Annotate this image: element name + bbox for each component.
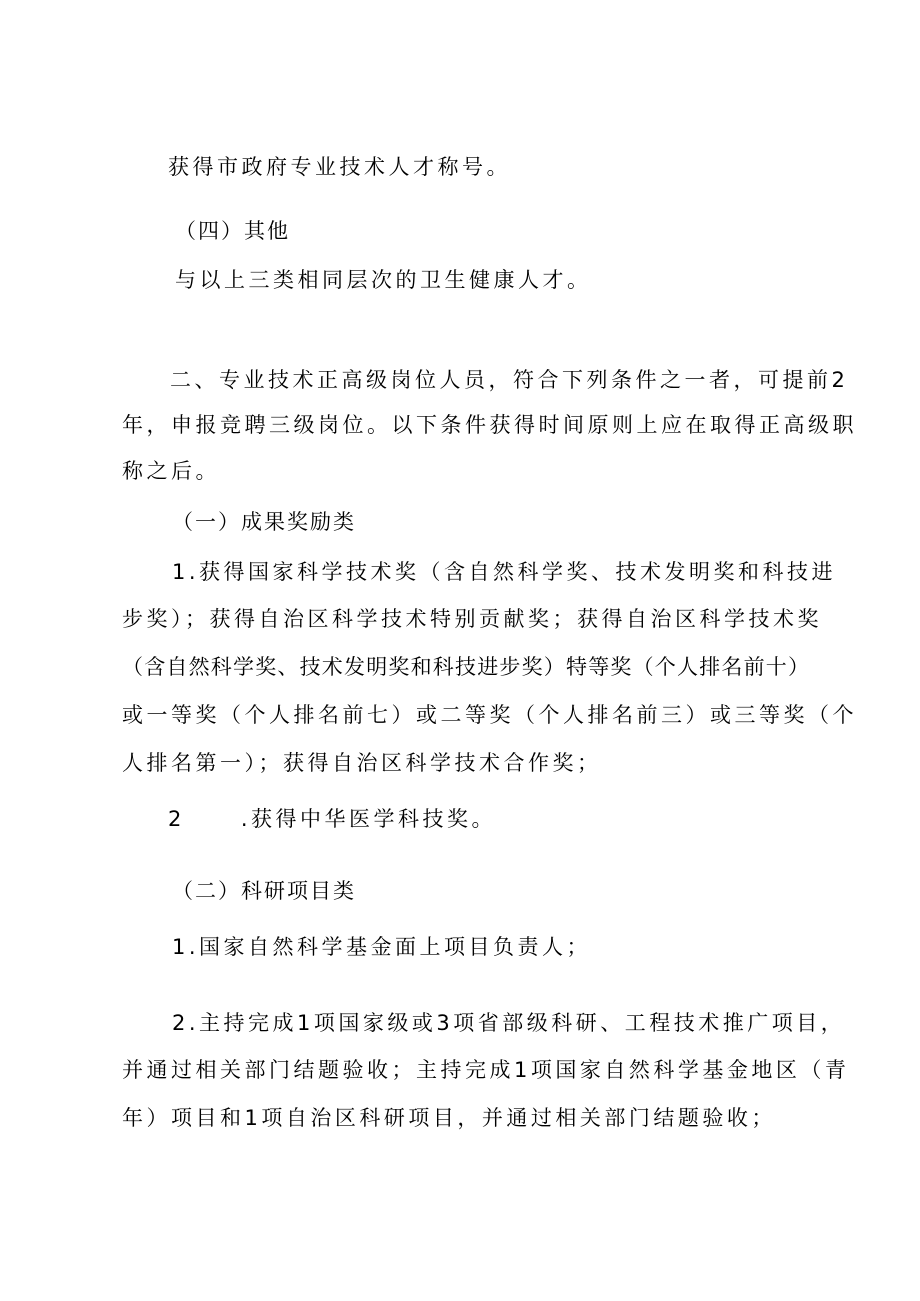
list-item-number: 2 xyxy=(168,807,185,831)
list-item-line: 并通过相关部门结题验收；主持完成1项国家自然科学基金地区（青 xyxy=(122,1058,850,1082)
paragraph-line: 获得市政府专业技术人才称号。 xyxy=(168,155,511,179)
section-heading-senior-positions: 二、专业技术正高级岗位人员，符合下列条件之一者，可提前2 xyxy=(170,368,849,392)
section-heading-other: （四）其他 xyxy=(175,219,290,243)
list-item-text: .获得中华医学科技奖。 xyxy=(240,807,497,831)
list-item-line: 人排名第一）；获得自治区科学技术合作奖； xyxy=(122,751,602,775)
subsection-heading-awards: （一）成果奖励类 xyxy=(172,510,356,534)
list-item-line xyxy=(168,804,496,834)
list-item-line: 1.获得国家科学技术奖（含自然科学奖、技术发明奖和科技进 xyxy=(172,560,837,584)
list-item-line: 1.国家自然科学基金面上项目负责人； xyxy=(172,935,592,959)
paragraph-line: 年，申报竞聘三级岗位。以下条件获得时间原则上应在取得正高级职 xyxy=(122,413,857,437)
list-item-line: 或一等奖（个人排名前七）或二等奖（个人排名前三）或三等奖（个 xyxy=(122,703,857,727)
subsection-heading-research: （二）科研项目类 xyxy=(172,879,356,903)
list-item-line: 2.主持完成1项国家级或3项省部级科研、工程技术推广项目， xyxy=(172,1011,846,1035)
list-item-line: （含自然科学奖、技术发明奖和科技进步奖）特等奖（个人排名前十） xyxy=(122,655,811,679)
paragraph-line: 与以上三类相同层次的卫生健康人才。 xyxy=(175,268,592,292)
list-item-line: 步奖）；获得自治区科学技术特别贡献奖；获得自治区科学技术奖 xyxy=(122,607,822,631)
list-item-line: 年）项目和1项自治区科研项目，并通过相关部门结题验收； xyxy=(122,1106,776,1130)
paragraph-line: 称之后。 xyxy=(122,459,220,483)
